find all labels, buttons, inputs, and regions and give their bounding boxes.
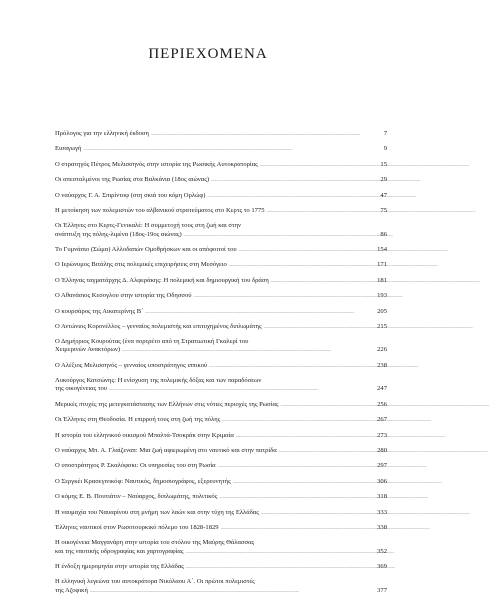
toc-entry	[55, 493, 387, 501]
toc-entry-title: Ο κόμης Ε. Β. Πουτιάτιν – Ναύαρχος, διπλωμάτης, πολιτικός	[55, 493, 218, 501]
toc-entry-title: Οι απεσταλμένοι της Ρωσίας στα Βαλκάνια (18ος αιώνας)	[55, 176, 210, 184]
dot-leader	[271, 277, 373, 285]
toc-entry	[55, 401, 387, 409]
dot-leader	[264, 323, 373, 331]
toc-entry-title: Η ελληνική λεγεώνα του αυτοκράτορα Νικόλαου Α΄. Οι πρώτοι πολεμιστές	[55, 578, 255, 586]
toc-entry-title: Το Γυμνάσιο (Σώμα) Αλλοδαπών Ομοθρήσκων και οι απόφοιτοί του	[55, 245, 237, 253]
toc-entry-page-number: 333	[377, 508, 387, 516]
dot-leader	[83, 145, 373, 153]
toc-entry	[55, 462, 387, 470]
dot-leader	[261, 509, 373, 517]
toc-entry-page-number: 352	[377, 547, 387, 555]
toc-entry-title: Ο Σεργκέι Κρασεγινικόφ: Ναυτικός, δημοσιογράφος, εξερευνητής	[55, 477, 231, 485]
toc-entry-title: Η μετοίκηση των πολεμιστών του αλβανικού στρατεύματος στο Κερτς το 1775	[55, 206, 265, 214]
toc-entry-page-number: 75	[380, 206, 387, 214]
toc-entry-title: Η ναυμαχία του Ναυαρίνου στη μνήμη των λαών και στην τύχη της Ελλάδας	[55, 508, 259, 516]
toc-entry-title: Η οικογένεια Μαγγανάρη στην ιστορία του στόλου της Μαύρης Θάλασσας	[55, 539, 255, 547]
toc-entry	[55, 338, 387, 354]
dot-leader	[260, 161, 373, 169]
toc-entry-title: Ο Αλέξιος Μελισσηνός – γενναίος υποστράτηγος ιππικού	[55, 361, 208, 369]
page-title: ΠΕΡΙΕΧΟΜΕΝΑ	[148, 46, 268, 62]
dot-leader	[186, 563, 373, 571]
dot-leader	[279, 447, 373, 455]
toc-entry	[55, 130, 387, 138]
toc-entry-title: Λυκούργος Κατσώνης: Η ενίσχυση της πολεμικής δόξας και των παραδόσεων	[55, 377, 262, 385]
toc-entry-title: Η ένδοξη ημερομηνία στην ιστορία της Ελλάδας	[55, 562, 184, 570]
toc-entry-title-continuation: της Αζοφική	[55, 586, 88, 594]
toc-entry	[55, 161, 387, 169]
toc-entry-title: Πρόλογος για την ελληνική έκδοση	[55, 130, 149, 137]
toc-entry-page-number: 267	[377, 416, 387, 424]
dot-leader	[219, 493, 373, 501]
table-of-contents	[55, 130, 387, 602]
dot-leader	[145, 308, 373, 316]
dot-leader	[209, 362, 373, 370]
toc-entry	[55, 261, 387, 269]
toc-entry	[55, 362, 387, 370]
toc-entry-page-number: 338	[377, 523, 387, 531]
toc-entry	[55, 207, 387, 215]
toc-entry-title-continuation: Χειμερινών Ανακτόρων)	[55, 346, 121, 354]
toc-entry	[55, 447, 387, 455]
toc-entry-page-number: 273	[377, 431, 387, 439]
toc-entry-title: Ο ναύαρχος Γ. Α. Σπιρίντοφ (στη σκιά του κόμη Ορλώφ)	[55, 191, 206, 199]
toc-entry-page-number: 29	[380, 176, 387, 184]
dot-leader	[236, 432, 373, 440]
dot-leader	[151, 130, 373, 138]
dot-leader	[233, 478, 373, 486]
toc-entry	[55, 323, 387, 331]
toc-entry-title: Ο υποστράτηγος Ρ. Σκαλόφσκι: Οι υπηρεσίες του στη Ρωσία	[55, 462, 216, 470]
toc-entry	[55, 246, 387, 254]
dot-leader	[267, 207, 373, 215]
toc-entry-title: Ο κουρσάρος της Αικατερίνης Β΄	[55, 307, 144, 315]
toc-entry	[55, 292, 387, 300]
toc-entry-page-number: 215	[377, 322, 387, 330]
toc-entry-page-number: 297	[377, 462, 387, 470]
toc-entry-page-number: 7	[383, 130, 387, 137]
toc-entry	[55, 308, 387, 316]
toc-entry-page-number: 377	[377, 586, 387, 594]
toc-entry-title: Έλληνες ναυτικοί στον Ρωσοτουρκικό πόλεμο του 1828-1829	[55, 523, 219, 531]
toc-entry-title: Ο Αντώνιος Κορονέλλος – γενναίος πολεμιστής και επιτυχημένος διπλωμάτης	[55, 322, 262, 330]
dot-leader	[218, 462, 373, 470]
toc-entry	[55, 539, 387, 555]
toc-entry-page-number: 205	[377, 307, 387, 315]
dot-leader	[239, 246, 373, 254]
toc-entry	[55, 277, 387, 285]
toc-entry-title: Ο Έλληνας ταγματάρχης Δ. Αλφεράκης: Η πολεμική και δημιουργική του δράση	[55, 276, 269, 284]
dot-leader	[222, 416, 373, 424]
toc-entry-page-number: 280	[377, 447, 387, 455]
dot-leader	[109, 385, 373, 393]
dot-leader	[229, 261, 373, 269]
toc-entry	[55, 176, 387, 184]
toc-entry	[55, 222, 387, 238]
toc-entry-title: Οι Έλληνες στη Θεοδοσία. Η επιρροή τους στη ζωή της πόλης	[55, 416, 221, 424]
dot-leader	[281, 401, 373, 409]
toc-entry-title: Εισαγωγή	[55, 145, 82, 153]
toc-entry-page-number: 171	[377, 261, 387, 269]
toc-entry-page-number: 369	[377, 562, 387, 570]
dot-leader	[184, 231, 373, 239]
toc-entry-title: Ο ναύαρχος Μπ. Α. Γλαίζεναπ: Μια ζωή αφιερωμένη στο ναυτικό και στην πατρίδα	[55, 447, 277, 455]
toc-entry	[55, 145, 387, 153]
toc-entry-title-continuation: και της ναυτικής υδρογραφίας και χαρτογραφίας	[55, 547, 184, 555]
dot-leader	[221, 524, 373, 532]
toc-entry-title: Ο Αθανάσιος Κεσογλου στην ιστορία της Οδησσού	[55, 292, 192, 300]
toc-entry-title: Οι Έλληνες στο Κερτς-Γενικαλέ: Η συμμετοχή τους στη ζωή και στην	[55, 222, 241, 230]
toc-entry	[55, 377, 387, 393]
dot-leader	[122, 346, 373, 354]
toc-entry-title-continuation: της οικογένειας του	[55, 385, 108, 393]
toc-entry-title: Ο Ιερώνυμος Βιτάλης στις πολεμικές επιχειρήσεις στη Μεσόγειο	[55, 261, 227, 269]
toc-entry-page-number: 226	[377, 346, 387, 354]
toc-entry	[55, 563, 387, 571]
toc-entry-page-number: 154	[377, 245, 387, 253]
dot-leader	[207, 192, 373, 200]
toc-entry-page-number: 238	[377, 361, 387, 369]
toc-entry	[55, 578, 387, 594]
dot-leader	[90, 587, 373, 595]
toc-entry-page-number: 306	[377, 477, 387, 485]
toc-entry-title: Ο Δημήτριος Κουρούτας (ένα πορτρέτο από τη Στρατιωτική Γκαλερί του	[55, 338, 249, 346]
dot-leader	[211, 176, 373, 184]
toc-entry-page-number: 181	[377, 276, 387, 284]
toc-entry-page-number: 193	[377, 292, 387, 300]
toc-entry-title-continuation: ανάπτυξη της πόλης-λιμένα (18ος-19ος αιώνας)	[55, 230, 182, 238]
toc-entry	[55, 416, 387, 424]
toc-entry-title: Ο στρατηγός Πέτρος Μελισσηνός στην ιστορία της Ρωσικής Αυτοκρατορίας	[55, 160, 258, 168]
toc-entry	[55, 478, 387, 486]
dot-leader	[186, 548, 374, 556]
dot-leader	[194, 292, 373, 300]
toc-entry	[55, 432, 387, 440]
toc-entry	[55, 524, 387, 532]
toc-entry-page-number: 9	[383, 145, 387, 153]
toc-entry-page-number: 247	[377, 385, 387, 393]
toc-entry-page-number: 318	[377, 493, 387, 501]
toc-entry-page-number: 47	[380, 191, 387, 199]
toc-entry	[55, 509, 387, 517]
toc-entry	[55, 192, 387, 200]
toc-entry-title: Η ιστορία του ελληνικού οικισμού Μπαλτά-Τσοκράκ στην Κριμαία	[55, 431, 234, 439]
toc-entry-page-number: 86	[380, 230, 387, 238]
toc-entry-title: Μερικές πτυχές της μετεγκατάστασης των Ελλήνων στις νότιες περιοχές της Ρωσίας	[55, 400, 279, 408]
toc-entry-page-number: 15	[380, 160, 387, 168]
toc-entry-page-number: 256	[377, 400, 387, 408]
